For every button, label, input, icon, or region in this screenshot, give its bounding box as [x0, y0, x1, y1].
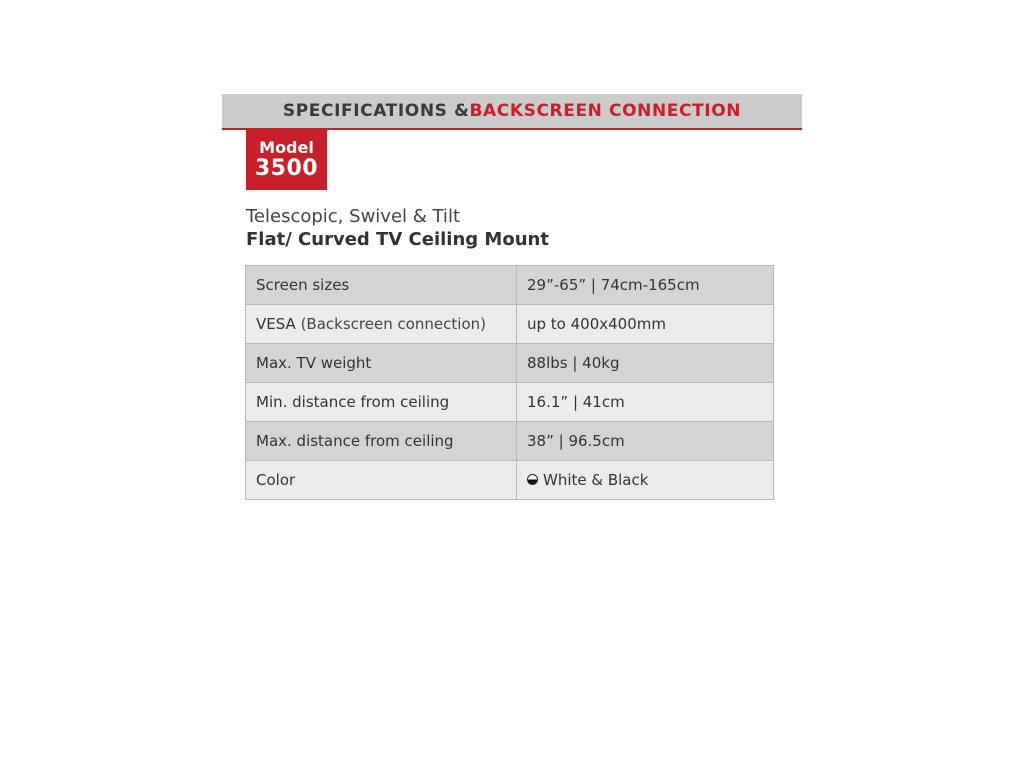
specifications-table	[245, 265, 774, 500]
table-row	[246, 266, 774, 305]
table-row	[246, 383, 774, 422]
spec-value: up to 400x400mm	[527, 315, 666, 333]
header-title-primary: SPECIFICATIONS &	[282, 101, 470, 121]
product-title	[246, 206, 549, 251]
spec-value: 88lbs | 40kg	[527, 354, 620, 372]
spec-label-cell	[246, 266, 517, 305]
model-number: 3500	[254, 155, 319, 181]
spec-label-cell	[246, 422, 517, 461]
spec-value: White & Black	[543, 471, 649, 489]
spec-label-cell	[246, 305, 517, 344]
spec-label-cell	[246, 344, 517, 383]
product-subtitle: Telescopic, Swivel & Tilt	[246, 206, 460, 227]
spec-label-cell	[246, 383, 517, 422]
spec-value-cell	[517, 383, 774, 422]
white-black-swatch-icon	[527, 474, 538, 485]
table-row	[246, 422, 774, 461]
model-badge	[246, 130, 327, 190]
specifications-header	[222, 94, 802, 130]
spec-value: 16.1” | 41cm	[527, 393, 625, 411]
spec-value-cell	[517, 461, 774, 500]
spec-value: 38” | 96.5cm	[527, 432, 625, 450]
spec-value-cell	[517, 266, 774, 305]
model-label: Model	[259, 138, 314, 158]
spec-label-detail: (Backscreen connection)	[295, 315, 486, 333]
product-name: Flat/ Curved TV Ceiling Mount	[246, 228, 549, 250]
spec-label: Min. distance from ceiling	[256, 393, 450, 411]
spec-label: Max. distance from ceiling	[256, 432, 454, 450]
spec-value: 29”-65” | 74cm-165cm	[527, 276, 700, 294]
spec-label: Color	[256, 471, 296, 489]
spec-value-cell	[517, 344, 774, 383]
table-row	[246, 461, 774, 500]
header-title-accent: BACKSCREEN CONNECTION	[469, 101, 742, 121]
spec-value-cell	[517, 422, 774, 461]
spec-label: Max. TV weight	[256, 354, 372, 372]
spec-label-cell	[246, 461, 517, 500]
table-row	[246, 344, 774, 383]
spec-value-cell	[517, 305, 774, 344]
spec-label: Screen sizes	[256, 276, 350, 294]
table-row	[246, 305, 774, 344]
spec-label: VESA	[256, 315, 296, 333]
